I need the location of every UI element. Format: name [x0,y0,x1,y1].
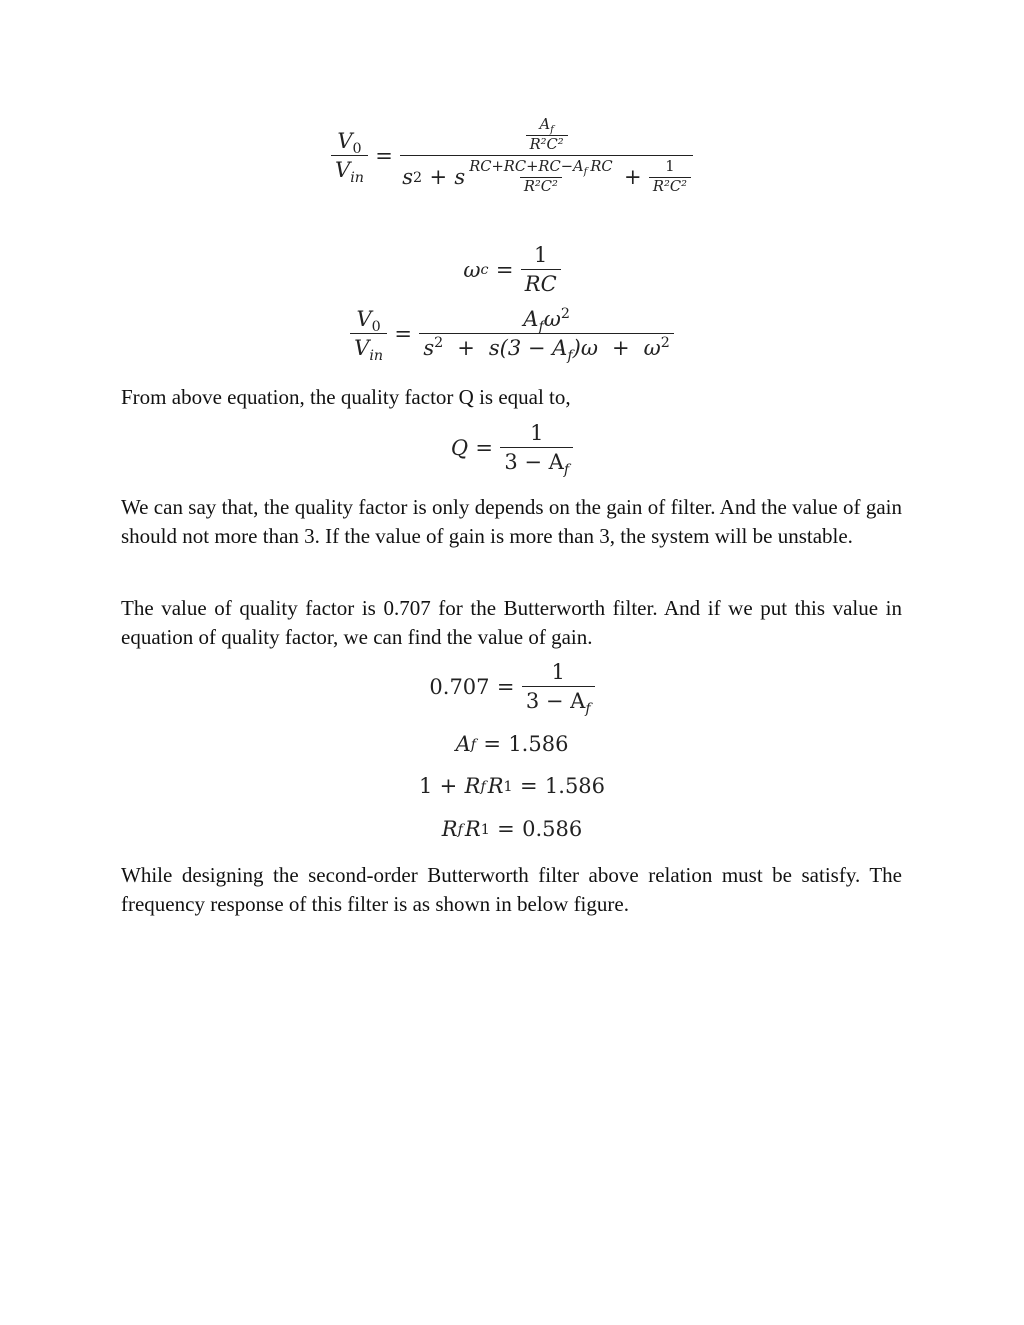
eq3-num-omega: ω [543,307,561,331]
eq1-rhs-num-num-sub: f [550,124,554,136]
eq3-den-omega-sup: 2 [660,335,670,352]
eq3-num-a-sub: f [538,318,544,335]
paragraph-design-relation: While designing the second-order Butterworth filter above relation must be satisfy. The frequency response of this filter is as shown in below figure. [121,863,902,916]
eq3-lhs-den: V [354,336,370,360]
eq1-den-inner-num-tail: RC [590,158,613,176]
eq3-den-mid-sub: f [567,347,573,364]
eq4-den-sub: f [563,461,570,478]
paragraph-gain-dependence: We can say that, the quality factor is only depends on the gain of filter. And the value of gain should not more than 3. If the value of gain is more than 3, the system will be unstable. [121,495,902,548]
eq1-den-last-num: 1 [665,158,675,176]
eq5-num: 1 [551,660,565,684]
eq2-omega: ω [463,257,481,282]
eq3-lhs-num-sub: 0 [371,318,381,335]
eq8-rhs: 0.586 [522,817,583,841]
eq3-num-omega-sup: 2 [560,306,570,323]
equation-cutoff-frequency: ω c = $\frac{1}{RC}$ [0,245,1024,295]
eq3-lhs-num: V [356,307,372,331]
eq1-den-inner-num-sub: f [583,166,588,178]
eq3-den-omega: ω [643,336,661,360]
eq2-num: 1 [534,243,548,267]
eq7-one: 1 [418,774,433,798]
eq6-a: A [455,732,471,756]
equation-quality-factor: Q = $\frac{1}{3 - A_f}$ [0,423,1024,473]
eq1-den-inner-den: R²C² [520,177,562,195]
eq5-den-sub: f [585,700,591,717]
eq8-r1: R [464,817,481,841]
paragraph-butterworth-q: The value of quality factor is 0.707 for the Butterworth filter. And if we put this value in equation of quality factor, we can find the value of gain. [121,596,902,649]
eq7-rhs: 1.586 [544,774,606,798]
equation-gain-value: A f = 1.586 [455,732,569,756]
equation-resistor-gain: 1 + R f R 1 = 1.586 [418,774,606,798]
equation-q-value: 0.707 = $\frac{1}{3 - A_f}$ [0,662,1024,712]
equation-resistor-ratio: R f R 1 = 0.586 [441,817,583,841]
eq1-den-s2: s [402,165,414,190]
eq5-lhs: 0.707 [429,674,490,699]
eq1-rhs-num-den: R²C² [526,135,568,153]
eq1-lhs-num-sub: 0 [352,141,362,158]
eq7-rf: R [464,774,481,798]
eq1-lhs-den-sub: in [350,170,364,187]
eq6-rhs: 1.586 [508,732,569,756]
eq1-lhs-den: V [335,158,351,183]
eq3-lhs-den-sub: in [369,347,384,364]
equation-transfer-function-expanded: $\frac{V_0}{V_{in}}$ = $\frac{A_f}{\text{R²C²}}$ s 2 + s $\frac{RC+RC+RC-A_f RC}{\text{R²C²}}$ + $\frac{1}{\text{R²C²}}$ [0,118,1024,195]
eq5-den: 3 − A [525,689,586,713]
eq1-lhs-fraction [331,129,368,187]
eq1-den-s: s [454,165,466,190]
eq4-num: 1 [530,421,544,445]
eq8-rf: R [441,817,458,841]
eq4-q: Q [450,435,469,460]
eq3-den-s: s [423,336,435,360]
eq4-den: 3 − A [504,450,564,474]
eq1-lhs-num: V [337,129,353,154]
eq1-rhs-num-num: A [539,116,551,133]
eq1-den-inner-num: RC+RC+RC−A [469,158,584,176]
eq3-den-mid-a: s(3 − A [488,336,568,360]
equation-transfer-function-simplified: $\frac{V_0}{V_{in}}$ = $\frac{A_f\omega^2}{s^2 + s(3 - A_f)\omega + \omega^2}$ [0,309,1024,359]
eq3-den-s-sup: 2 [434,335,444,352]
eq1-rhs-fraction: $\frac{A_f}{\text{R²C²}}$ s 2 + s $\frac{RC+RC+RC-A_f RC}{\text{R²C²}}$ + $\frac{1}{\text{R²C²}}$ [400,118,693,195]
eq2-den: RC [521,269,561,295]
eq1-den-last-den: R²C² [649,177,691,195]
eq3-num-a: A [523,307,539,331]
eq3-den-mid-b: )ω [572,336,598,360]
eq7-r1: R [487,774,504,798]
paragraph-quality-factor-intro: From above equation, the quality factor Q is equal to, [121,385,571,409]
